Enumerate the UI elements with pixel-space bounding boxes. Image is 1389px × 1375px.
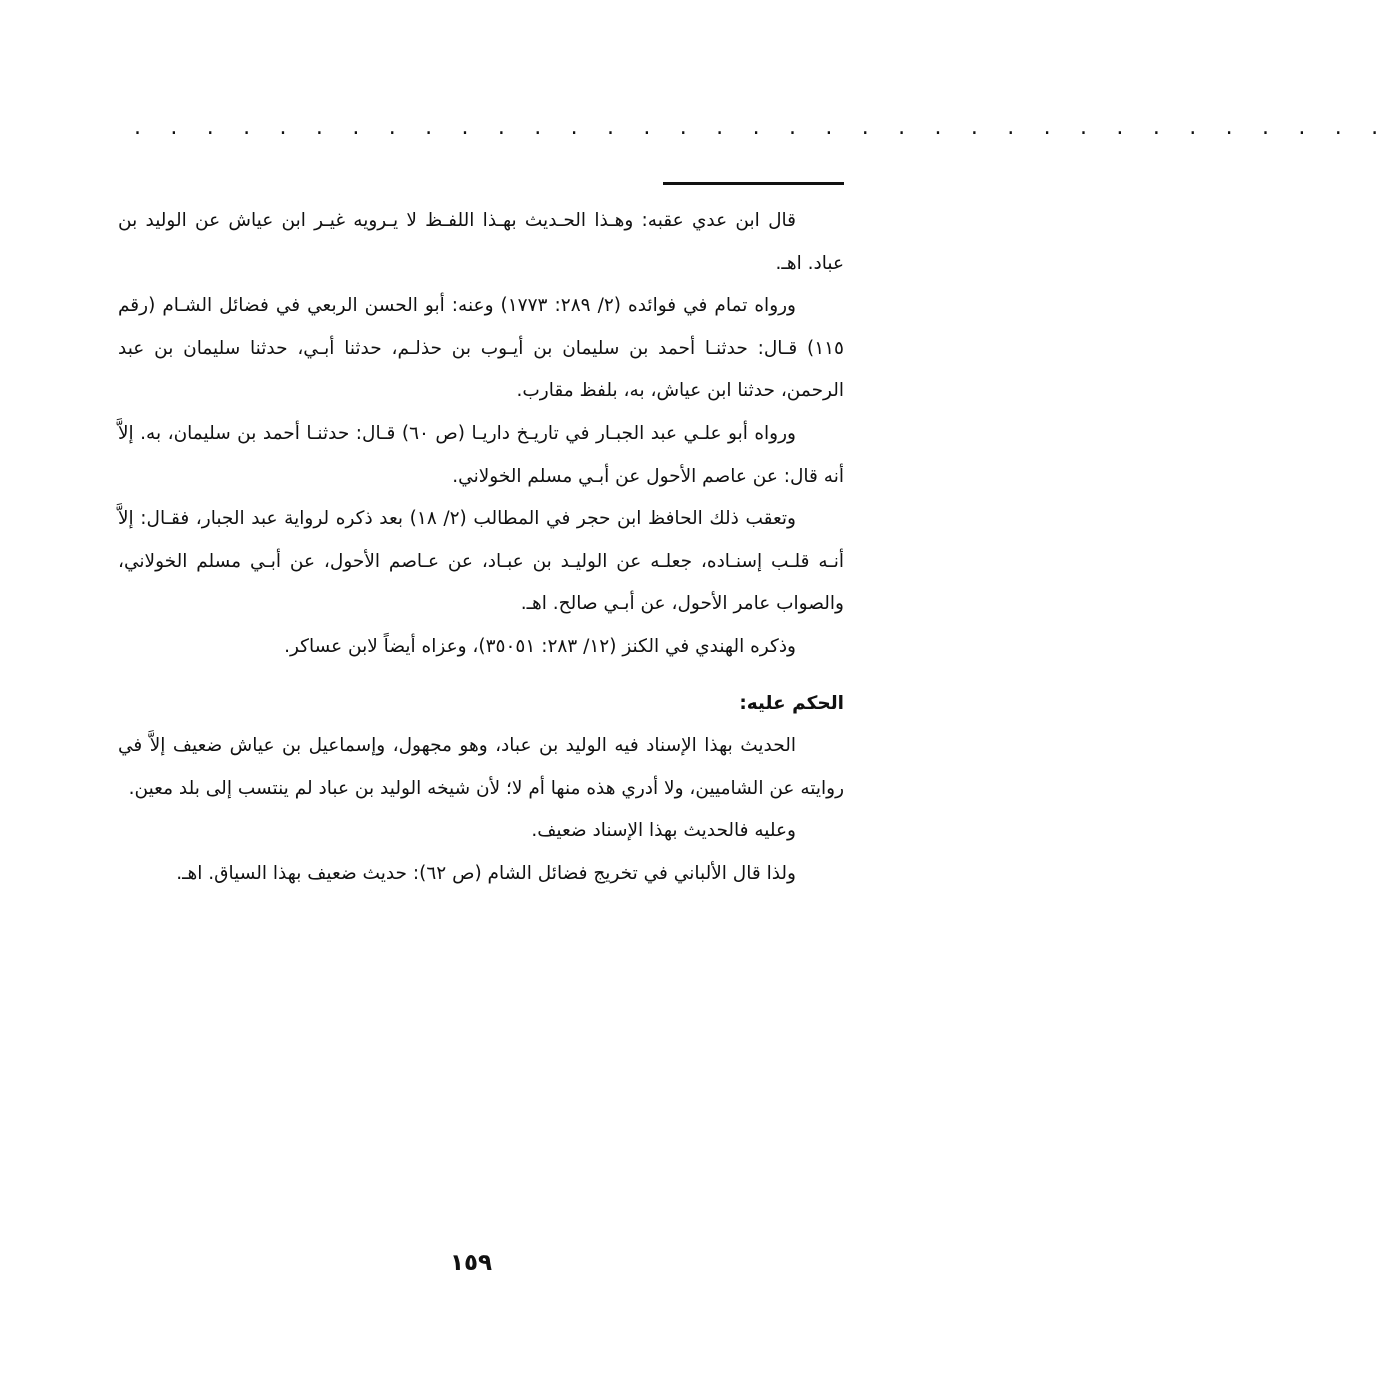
paragraph-ruling-albani: ولذا قال الألباني في تخريج فضائل الشام (ص ٦٢): حديث ضعيف بهذا السياق. اهـ. [176,862,796,884]
paragraph-hindi: وذكره الهندي في الكنز (١٢/ ٢٨٣: ٣٥٠٥١)، وعزاه أيضاً لابن عساكر. [284,635,796,657]
paragraph-ruling-isnad: الحديث بهذا الإسناد فيه الوليد بن عباد، وهو مجهول، وإسماعيل بن عياش ضعيف إلاَّ في روايته عن الشاميين، ولا أدري هذه منها أم لا؛ لأن شيخه الوليد بن عباد لم ينتسب إلى بلد معين. [118,735,844,799]
paragraph-ibn-hajar: وتعقب ذلك الحافظ ابن حجر في المطالب (٢/ ١٨) بعد ذكره لرواية عبد الجبار، فقـال: إلاَّ أنـه قلـب إسنـاده، جعلـه عن الوليـد بن عبـاد، عن عـاصم الأحول، عن أبـي مسلم الخولاني، والصواب عامر الأحول، عن أبـي صالح. اهـ. [118,508,844,615]
paragraph-tammam: ورواه تمام في فوائده (٢/ ٢٨٩: ١٧٧٣) وعنه: أبو الحسن الربعي في فضائل الشـام (رقم ١١٥) قـال: حدثنـا أحمد بن سليمان بن أيـوب بن حذلـم، حدثنا أبـي، حدثنا سليمان بن عبد الرحمن، حدثنا ابن عياش، به، بلفظ مقارب. [118,295,844,402]
main-text [118,200,844,896]
paragraph-ibn-adi: قال ابن عدي عقبه: وهـذا الحـديث بهـذا اللفـظ لا يـرويه غيـر ابن عياش عن الوليد بن عباد. اهـ. [118,210,844,274]
dotted-separator: . . . . . . . . . . . . . . . . . . . . . . . . . . . . . . . . . . . [134,115,1389,140]
paragraph-abu-ali: ورواه أبو علـي عبد الجبـار في تاريـخ داريـا (ص ٦٠) قـال: حدثنـا أحمد بن سليمان، به. إلاَّ أنه قال: عن عاصم الأحول عن أبـي مسلم الخولاني. [118,422,844,487]
page-number: ١٥٩ [449,1250,493,1276]
section-heading-ruling: الحكم عليه: [739,692,844,714]
footnote-rule [663,182,844,185]
paragraph-ruling-conclusion: وعليه فالحديث بهذا الإسناد ضعيف. [531,820,796,842]
